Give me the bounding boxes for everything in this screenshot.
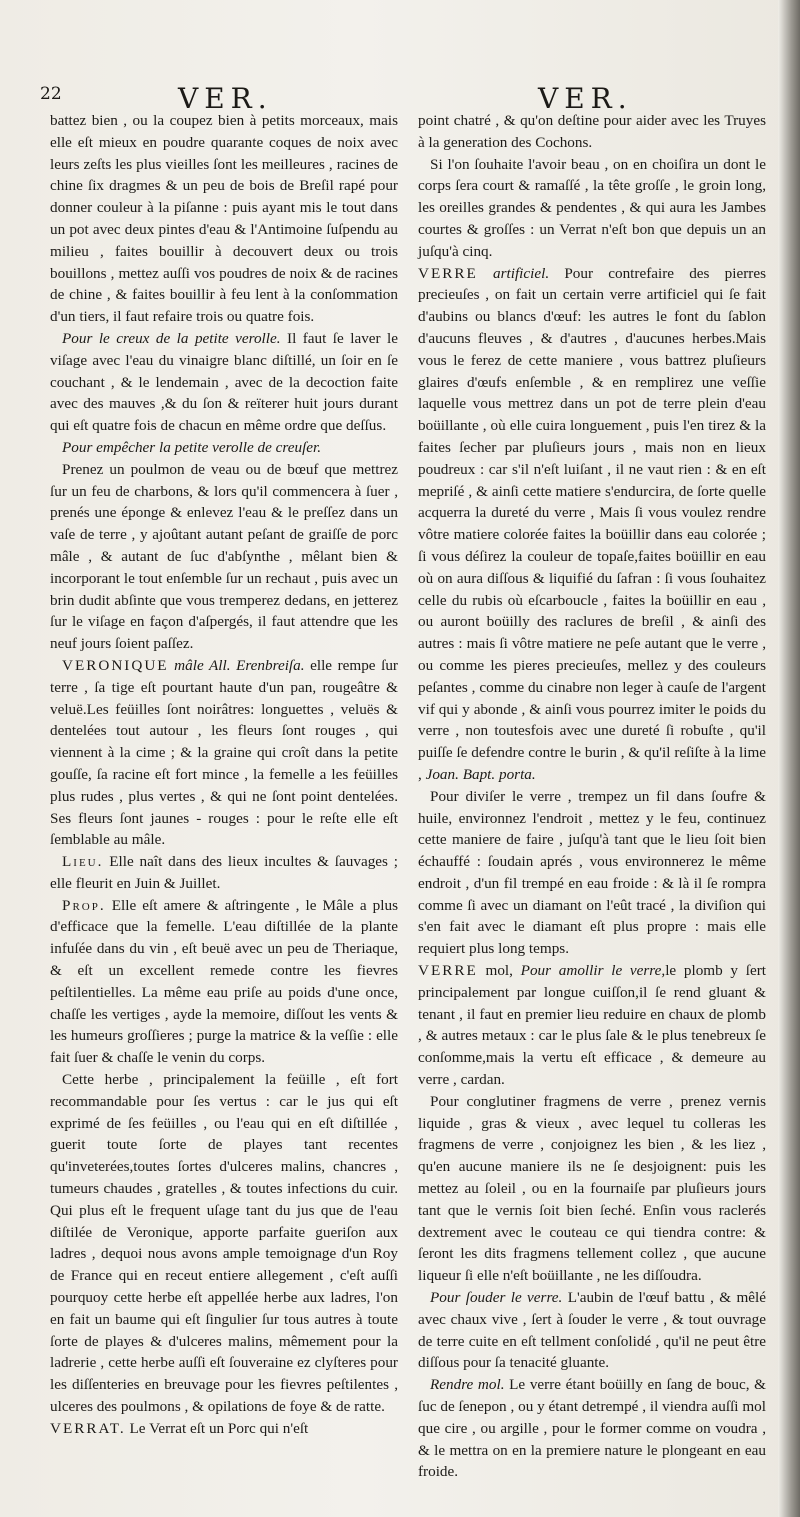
paragraph bbox=[50, 328, 398, 437]
paragraph-text: Pour contrefaire des pierres precieuſes , on fait un certain verre artificiel qui ſe fait d'aubins ou blancs d'œuf: les autres le font du ſablon d'aucuns fleuves , & d'autres , d'aucunes herbes.Mais vous le ferez de cette maniere , vous battrez pluſieurs glaires d'œufs enſemble , & en remplirez une veſſie laquelle vous mettrez dans un pot de terre plein d'eau boüillante , où elle cuira longuement , puis l'en tirez & la faites ſecher par pluſieurs jours , mais non en lieux poudreux : car s'il n'eſt luiſant , il ne vaut rien : & en eſt mepriſé , & ainſi cette matiere s'endurcira, de ſorte quelle acquerra la dureté du verre , Mais ſi vous voulez rendre vôtre matiere colorée faites la boüillir dans eau colorée ; ſi vous déſirez la couleur de topaſe,faites boüillir en eau où on aura diſſous & liquifié du ſafran : ſi vous ſouhaitez celle du rubis où eſcarboucle , faites la boüillir en eau , ou auront boüilly des raclures de breſil , & ainſi des autres : mais ſi vôtre matiere ne peſe autant que le verre , ou comme les pieres precieuſes, mellez y des couleurs peſantes , comme du cinabre non leger à cauſe de l'argent vif qui y abonde , & ainſi vous pourrez imiter le poids du verre , non toutesfois avec une dureté ſi robuſte , qu'il puiſſe ſe defendre contre le burin , & qu'il reſiſte à la lime , bbox=[418, 264, 766, 783]
entry-verre-mol bbox=[418, 960, 766, 1091]
paragraph-text: Le verre étant boüilly en ſang de bouc, & ſuc de ſenepon , ou y étant detrempé , il viendra auſſi mol que cire , ou argille , pour le former comme on voudra , & le mettra on en la premiere nature le plongeant en eau froide. bbox=[418, 1376, 766, 1481]
paragraph-text: Elle naît dans des lieux incultes & ſauvages ; elle fleurit en Juin & Juillet. bbox=[50, 853, 398, 892]
paragraph-text: Le Verrat eſt un Porc qui n'eſt bbox=[125, 1419, 309, 1437]
section-label: Prop. bbox=[62, 896, 106, 914]
entry-sub: artificiel. bbox=[477, 264, 550, 282]
entry-subtitle: Pour le creux de la petite verolle. bbox=[62, 329, 281, 347]
entry-veronique bbox=[50, 655, 398, 851]
entry-headword: VERRE bbox=[418, 962, 478, 980]
entry-verre bbox=[418, 263, 766, 786]
running-head-left: VER. bbox=[178, 82, 273, 115]
entry-name: Erenbreiſa. bbox=[236, 656, 305, 674]
entry-verrat bbox=[50, 1418, 398, 1440]
paragraph-text: elle rempe ſur terre , ſa tige eſt pourtant haute d'un pan, rougeâtre & veluë.Les feüilles ſont noirâtres: longuettes , veluës & dentelées tout autour , les fleurs ſont rouges , qui viennent à la cime ; & la graine qui croît dans la petite gouſſe, ſa racine eſt fort mince , la femelle a les feüilles plus rudes , plus vertes , & qui ne ſont point dentelées. Ses fleurs ſont jaunes - rouges : pour le reſte elle eſt ſemblable au mâle. bbox=[50, 656, 398, 849]
entry-sub: mâle All. bbox=[168, 656, 237, 674]
entry-subtitle: Pour empêcher la petite verolle de creuſer. bbox=[62, 438, 322, 456]
running-head-right: VER. bbox=[538, 82, 633, 115]
paragraph-text: L'aubin de l'œuf battu , & mêlé avec chaux vive , ſert à ſouder le verre , & tout ouvrage de terre cuite en eſt tellment conſolidé , qu'il ne peut être diſſous pour ſa tenacité gluante. bbox=[418, 1289, 766, 1372]
paragraph: Si l'on ſouhaite l'avoir beau , on en choiſira un dont le corps ſera court & ramaſſé , la tête groſſe , le groin long, les oreilles grandes & pendentes , & qui aura les Jambes courtes & groſſes : un Verrat n'eſt bon que depuis un an juſqu'à cinq. bbox=[418, 155, 766, 260]
paragraph: Pour diviſer le verre , trempez un fil dans ſoufre & huile, environnez l'endroit , mettez y le feu, continuez cette maniere de faire , juſqu'à tant que le lieu ſoit bien échauffé : ſoudain aprés , vous environnerez le même endroit , d'un fil trempé en eau froide : & là il ſe rompra comme ſi avec un diamant on l'eût tracé , la diviſion qui s'en fait avec le diamant eſt plus propre : mais elle requiert plus long temps. bbox=[418, 787, 766, 958]
paragraph bbox=[50, 895, 398, 1069]
page-edge bbox=[778, 0, 800, 1517]
section-label: Lieu. bbox=[62, 853, 104, 871]
entry-subtitle: Pour ſouder le verre. bbox=[430, 1289, 563, 1307]
paragraph bbox=[418, 1287, 766, 1374]
paragraph: Pour conglutiner fragmens de verre , prenez vernis liquide , gras & vieux , avec lequel tu colleras les fragmens de verre , conjoignez les bien , & les liez , qu'en aucune maniere ils ne ſe desjoignent: puis les mettez au ſoleil , ou en la fournaiſe par pluſieurs jours tant que le vernis ſoit bien ſeché. Enſin vous raclerés dextrement avec le couteau ce qui tiendra contre: & ſeront les dits fragmens tellement collez , que aucune liqueur ſi elle n'eſt boüillante , ne les diſſoudra. bbox=[418, 1092, 766, 1285]
entry-sub: mol, bbox=[477, 962, 513, 980]
entry-subtitle: Rendre mol. bbox=[430, 1376, 505, 1394]
paragraph: Prenez un poulmon de veau ou de bœuf que mettrez ſur un feu de charbons, & lors qu'il commencera à ſuer , prenés une éponge & enlevez l'eau & le preſſez dans un vaſe de terre , y ajoûtant autant peſant de graiſſe de porc mâle , & autant de ſuc d'abſynthe , mêlant bien & incorporant le tout enſemble ſur un rechaut , puis avec un brin dudit abſinte que vous tremperez dedans, en jetterez ſur le viſage en façon d'aſpergés, il faut attendre que les neuf jours ſoient paſſez. bbox=[50, 460, 398, 653]
entry-subtitle: Pour amollir le verre, bbox=[512, 962, 666, 980]
paragraph: Cette herbe , principalement la feüille , eſt fort recommandable pour ſes vertus : car le jus qui eſt exprimé de ſes feüilles , ou l'eau qui en eſt diſtillée , guerit toute ſorte de playes tant recentes qu'inveterées,toutes ſortes d'ulceres malins, chancres , tumeurs chaudes , gratelles , & toutes infections du cuir. Qui plus eſt le frequent uſage tant du jus que de l'eau diſtilée de Veronique, apporte parfaite gueriſon aux ladres , dequoi nous avons ample temoignage d'un Roy de France qui en receut entiere allegement , c'eſt auſſi pourquoy cette herbe eſt appellée herbe aux ladres, l'on en fait un baume qui eſt ſingulier ſur tous autres à toute ſorte de playes & d'ulceres malins, mêmement pour la ladrerie , cette herbe auſſi eſt ſouveraine ez clyſteres pour les diſſenteries en breuvage pour les fievres peſtilentes , ulceres des poulmons , & opilations de foye & de ratte. bbox=[50, 1071, 398, 1416]
paragraph-text: le plomb y ſert principalement par longue cuiſſon,il ſe rend gluant & tenant , il faut en premier lieu reduire en chaux de plomb , & autres metaux : car le plus ſale & le plus tenebreux ſe conſomme,mais la vertu eſt efficace , & demeure au verre , cardan. bbox=[418, 962, 766, 1089]
paragraph-text: Elle eſt amere & aſtringente , le Mâle a plus d'efficace que la femelle. L'eau diſtillée de la plante infuſée dans du vin , eſt beuë avec un peu de Theriaque, & eſt un excellent remede contre les fievres peſtilentielles. La même eau priſe au poids d'une once, chaſſe les vertiges , ayde la memoire, diſſout les vents & les humeurs groſſieres ; purge la matrice & la veſſie : elle fait ſuer & chaſſe le venin du corps. bbox=[50, 896, 398, 1067]
page-number: 22 bbox=[40, 84, 62, 104]
entry-headword: VERONIQUE bbox=[62, 656, 169, 674]
entry-headword: VERRE bbox=[418, 264, 478, 282]
paragraph-text: Il faut ſe laver le viſage avec l'eau du vinaigre blanc diſtillé, un ſoir en ſe couchant , & le lendemain , avec de la decoction faite avec des mauves ,& du ſon & reïterer huit jours durant qui eſt quatre fois de chacun en même ordre que deſſus. bbox=[50, 329, 399, 435]
paragraph bbox=[50, 437, 398, 459]
paragraph: point chatré , & qu'on deſtine pour aider avec les Truyes à la generation des Cochons. bbox=[418, 112, 766, 151]
paragraph: battez bien , ou la coupez bien à petits morceaux, mais elle eſt mieux en poudre quarante coques de noix avec leurs zeſts les plus vieilles ſont les meilleures , racines de chine ſix dragmes & un peu de bois de Breſil rapé pour donner couleur à la piſanne : puis ayant mis le tout dans un pot avec deux pintes d'eau & l'Antimoine ſuſpendu au milieu , faites bouillir à decouvert deux ou trois bouillons , mettez auſſi vos poudres de noix & de racines de chine , & faites bouillir à feu lent à la conſommation d'un tiers, il faut refaire trois ou quatre fois. bbox=[50, 112, 398, 326]
entry-headword: VERRAT. bbox=[50, 1419, 126, 1437]
paragraph bbox=[418, 1374, 766, 1483]
citation: Joan. Bapt. porta. bbox=[421, 765, 536, 783]
paragraph bbox=[50, 851, 398, 895]
right-column bbox=[418, 110, 766, 1483]
left-column bbox=[50, 110, 398, 1440]
